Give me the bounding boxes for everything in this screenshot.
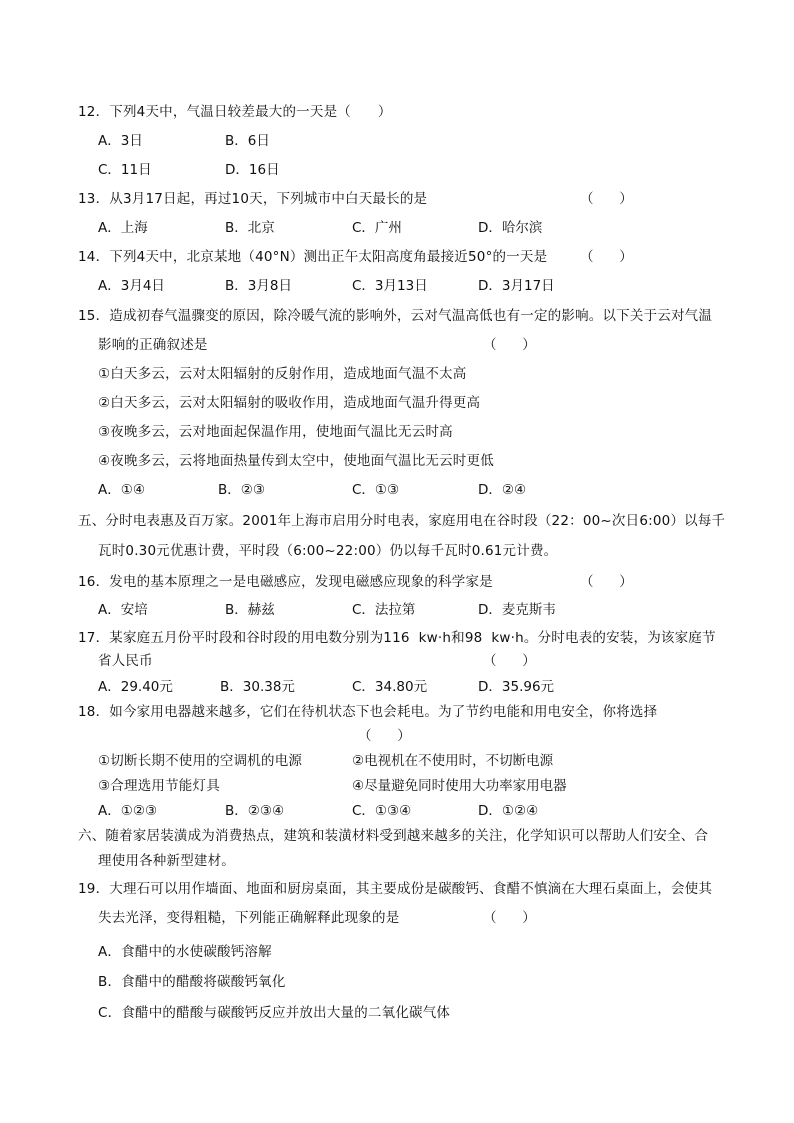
q16-option-c: C．法拉第 bbox=[352, 602, 416, 618]
q18-item-1: ①切断长期不使用的空调机的电源 bbox=[98, 753, 303, 769]
q15-option-a: A．①④ bbox=[98, 482, 145, 498]
question-17-stem-line1: 17．某家庭五月份平时段和谷时段的用电数分别为116 kw·h和98 kw·h。分时电表的安装，为该家庭节 bbox=[78, 630, 716, 646]
q14-option-a: A．3月4日 bbox=[98, 278, 165, 294]
q19-answer-paren: （ ） bbox=[483, 910, 536, 926]
question-12-stem: 12．下列4天中，气温日较差最大的一天是（ ） bbox=[78, 104, 392, 120]
q13-option-b: B．北京 bbox=[225, 220, 275, 236]
q13-option-d: D．哈尔滨 bbox=[478, 220, 543, 236]
q17-option-a: A．29.40元 bbox=[98, 679, 173, 695]
q12-option-b: B．6日 bbox=[225, 133, 270, 149]
question-19-stem-line2: 失去光泽，变得粗糙，下列能正确解释此现象的是 bbox=[98, 910, 400, 926]
q16-option-b: B．赫兹 bbox=[225, 602, 275, 618]
q17-option-d: D．35.96元 bbox=[478, 679, 555, 695]
q19-option-a: A．食醋中的水使碳酸钙溶解 bbox=[98, 944, 272, 960]
q14-answer-paren: （ ） bbox=[580, 249, 633, 265]
q15-option-d: D．②④ bbox=[478, 482, 527, 498]
q12-option-a: A．3日 bbox=[98, 133, 143, 149]
question-13-stem: 13．从3月17日起，再过10天，下列城市中白天最长的是 bbox=[78, 191, 428, 207]
q15-option-c: C．①③ bbox=[352, 482, 400, 498]
q16-option-d: D．麦克斯韦 bbox=[478, 602, 556, 618]
q14-option-d: D．3月17日 bbox=[478, 278, 555, 294]
q19-option-b: B．食醋中的醋酸将碳酸钙氧化 bbox=[98, 974, 286, 990]
question-15-stem-line2: 影响的正确叙述是 bbox=[98, 337, 208, 353]
q15-item-4: ④夜晚多云，云将地面热量传到太空中，使地面气温比无云时更低 bbox=[98, 453, 494, 469]
q14-option-c: C．3月13日 bbox=[352, 278, 428, 294]
q13-answer-paren: （ ） bbox=[580, 191, 633, 207]
q12-option-d: D．16日 bbox=[225, 162, 280, 178]
q15-answer-paren: （ ） bbox=[483, 337, 536, 353]
question-14-stem: 14．下列4天中，北京某地（40°N）测出正午太阳高度角最接近50°的一天是 bbox=[78, 249, 548, 265]
q16-answer-paren: （ ） bbox=[580, 574, 633, 590]
q17-answer-paren: （ ） bbox=[483, 653, 536, 669]
q18-option-c: C．①③④ bbox=[352, 803, 412, 819]
q18-item-3: ③合理选用节能灯具 bbox=[98, 778, 220, 794]
q18-answer-paren: （ ） bbox=[358, 728, 411, 744]
q14-option-b: B．3月8日 bbox=[225, 278, 292, 294]
q13-option-c: C．广州 bbox=[352, 220, 402, 236]
question-17-stem-line2: 省人民币 bbox=[98, 653, 153, 669]
section-6-intro-line1: 六、随着家居装潢成为消费热点，建筑和装潢材料受到越来越多的关注，化学知识可以帮助人们安全、合 bbox=[78, 828, 709, 844]
q18-option-b: B．②③④ bbox=[225, 803, 285, 819]
q15-item-2: ②白天多云，云对太阳辐射的吸收作用，造成地面气温升得更高 bbox=[98, 395, 481, 411]
question-15-stem-line1: 15．造成初春气温骤变的原因，除冷暖气流的影响外，云对气温高低也有一定的影响。以下关于云对气温 bbox=[78, 308, 713, 324]
q19-option-c: C．食醋中的醋酸与碳酸钙反应并放出大量的二氧化碳气体 bbox=[98, 1005, 451, 1021]
q15-item-1: ①白天多云，云对太阳辐射的反射作用，造成地面气温不太高 bbox=[98, 366, 467, 382]
question-16-stem: 16．发电的基本原理之一是电磁感应，发现电磁感应现象的科学家是 bbox=[78, 574, 493, 590]
question-19-stem-line1: 19．大理石可以用作墙面、地面和厨房桌面，其主要成份是碳酸钙、食醋不慎滴在大理石桌面上，会使其 bbox=[78, 881, 713, 897]
section-5-intro-line1: 五、分时电表惠及百万家。2001年上海市启用分时电表，家庭用电在谷时段（22：00~次日6:00）以每千 bbox=[78, 513, 726, 529]
q18-option-d: D．①②④ bbox=[478, 803, 539, 819]
q15-option-b: B．②③ bbox=[218, 482, 265, 498]
q17-option-b: B．30.38元 bbox=[220, 679, 295, 695]
q18-item-2: ②电视机在不使用时，不切断电源 bbox=[352, 753, 554, 769]
section-6-intro-line2: 理使用各种新型建材。 bbox=[98, 853, 235, 869]
question-18-stem: 18．如今家用电器越来越多，它们在待机状态下也会耗电。为了节约电能和用电安全，你将选择 bbox=[78, 704, 658, 720]
q18-option-a: A．①②③ bbox=[98, 803, 158, 819]
q13-option-a: A．上海 bbox=[98, 220, 148, 236]
q12-option-c: C．11日 bbox=[98, 162, 152, 178]
q15-item-3: ③夜晚多云，云对地面起保温作用，使地面气温比无云时高 bbox=[98, 424, 453, 440]
q18-item-4: ④尽量避免同时使用大功率家用电器 bbox=[352, 778, 567, 794]
q16-option-a: A．安培 bbox=[98, 602, 148, 618]
q17-option-c: C．34.80元 bbox=[352, 679, 428, 695]
section-5-intro-line2: 瓦时0.30元优惠计费，平时段（6:00~22:00）仍以每千瓦时0.61元计费。 bbox=[98, 543, 558, 559]
